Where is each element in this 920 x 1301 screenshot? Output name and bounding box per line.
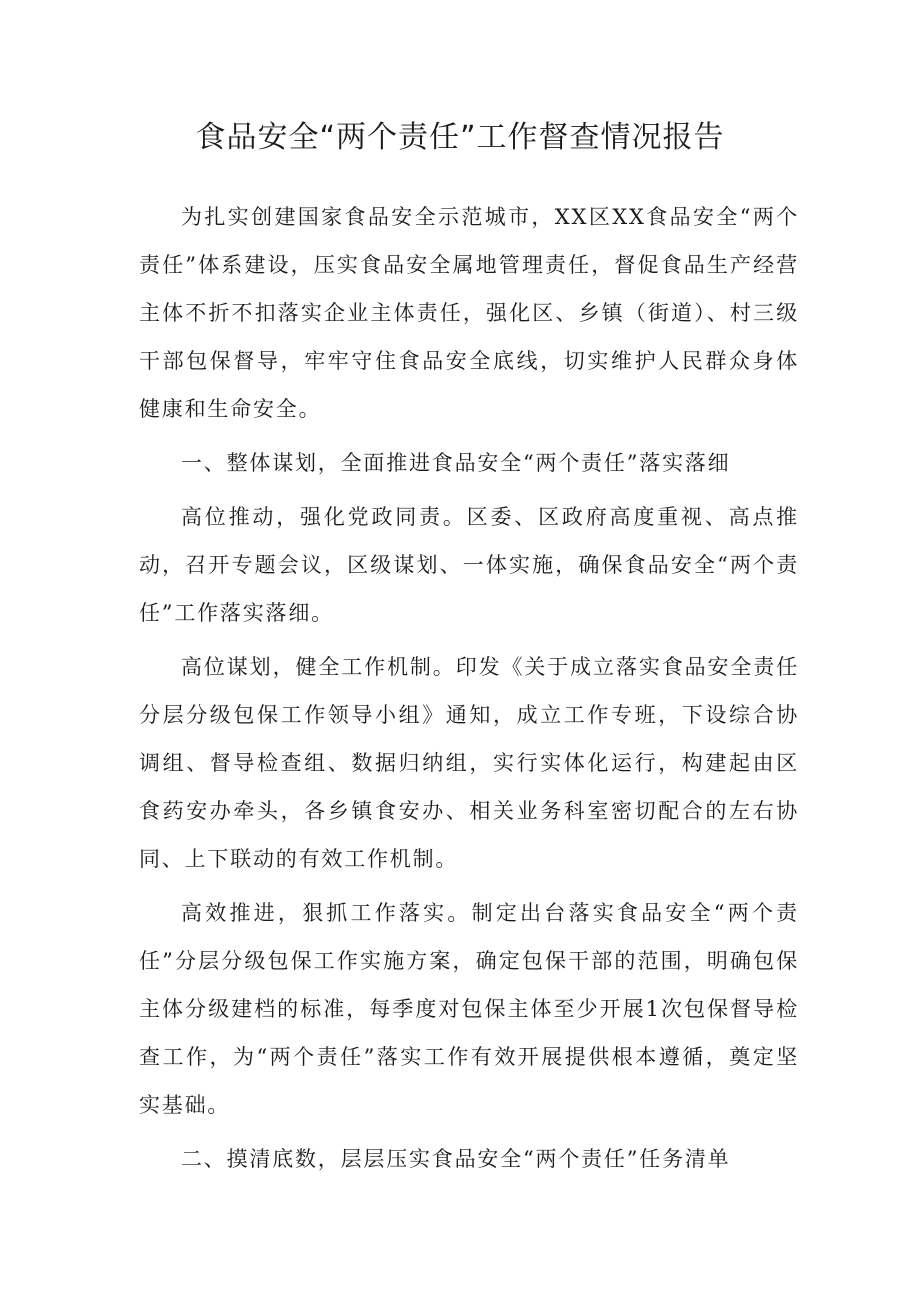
document-title: 食品安全“两个责任”工作督查情况报告 [195,120,725,155]
section-2-heading: 二、摸清底数，层层压实食品安全“两个责任”任务清单 [181,1147,731,1171]
section-1-heading: 一、整体谋划，全面推进食品安全“两个责任”落实落细 [181,451,731,475]
section-1-paragraph-3: 高效推进，狠抓工作落实。制定出台落实食品安全“两个责任”分层分级包保工作实施方案，确定包保干部的范围，明确包保主体分级建档的标准，每季度对包保主体至少开展1次包保督导检查工作，为“两个责任”落实工作有效开展提供根本遵循，奠定坚实基础。 [139,901,799,1117]
section-1-paragraph-1: 高位推动，强化党政同责。区委、区政府高度重视、高点推动，召开专题会议，区级谋划、一体实施，确保食品安全“两个责任”工作落实落细。 [139,505,799,625]
document-body [139,193,799,1183]
section-1-paragraph-2: 高位谋划，健全工作机制。印发《关于成立落实食品安全责任分层分级包保工作领导小组》通知，成立工作专班，下设综合协调组、督导检查组、数据归纳组，实行实体化运行，构建起由区食药安办牵头，各乡镇食安办、相关业务科室密切配合的左右协同、上下联动的有效工作机制。 [139,655,799,871]
intro-paragraph: 为扎实创建国家食品安全示范城市，XX区XX食品安全“两个责任”体系建设，压实食品安全属地管理责任，督促食品生产经营主体不折不扣落实企业主体责任，强化区、乡镇（街道）、村三级干部包保督导，牢牢守住食品安全底线，切实维护人民群众身体健康和生命安全。 [139,205,799,421]
